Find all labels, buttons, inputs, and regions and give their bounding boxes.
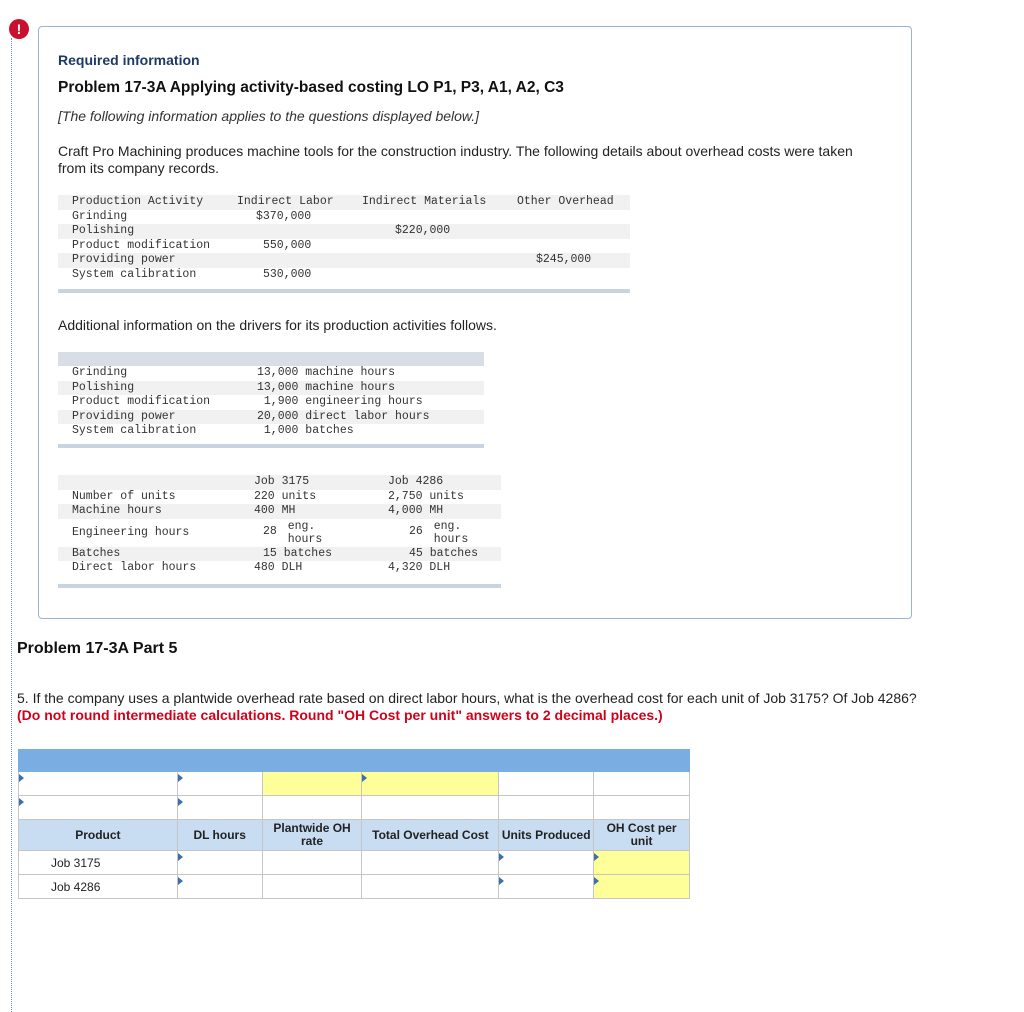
table-cell: Polishing (58, 224, 237, 239)
input-cell (499, 796, 594, 820)
worksheet-row (19, 772, 690, 796)
table-row (58, 239, 630, 254)
eng-hours-unit (434, 520, 469, 546)
units-input[interactable] (499, 875, 593, 898)
table-cell: 13,000 machine hours (257, 366, 396, 379)
table-row (58, 475, 501, 490)
table-cell: Grinding (72, 366, 128, 379)
applies-note: [The following information applies to the questions displayed below.] (58, 108, 480, 124)
table-cell (362, 253, 517, 268)
input-cell[interactable] (177, 875, 262, 899)
column-header-units: Units Produced (499, 820, 594, 851)
table-cell: Machine hours (58, 504, 254, 519)
input-arrow-icon (19, 774, 24, 782)
input-cell[interactable] (594, 851, 690, 875)
column-header-oh-rate: Plantwide OH rate (262, 820, 362, 851)
table-cell: 400 MH (254, 504, 388, 519)
column-header-product: Product (19, 820, 178, 851)
input-arrow-icon (499, 877, 504, 885)
unit-line: eng. (287, 519, 316, 533)
table-row (58, 547, 501, 562)
input-cell[interactable] (19, 772, 178, 796)
problem-title: Problem 17-3A Applying activity-based costing LO P1, P3, A1, A2, C3 (58, 79, 564, 96)
table-cell (254, 519, 388, 547)
table-cell: Number of units (72, 489, 176, 503)
table-row (58, 490, 501, 505)
table-cell: $220,000 (362, 224, 517, 239)
input-arrow-icon (178, 877, 183, 885)
table-cell (517, 210, 630, 225)
input-cell (499, 772, 594, 796)
required-information-panel (38, 26, 912, 619)
input-arrow-icon (178, 853, 183, 861)
table-cell: Direct labor hours (72, 561, 197, 575)
input-cell[interactable] (177, 851, 262, 875)
part-title: Problem 17-3A Part 5 (17, 640, 178, 657)
eng-hours-value: 28 (263, 525, 277, 539)
table-cell (388, 519, 501, 547)
table-cell: 15 batches (254, 547, 388, 562)
unit-line: hours (287, 532, 323, 546)
formula-label-input[interactable] (19, 796, 177, 819)
table-row (58, 395, 484, 410)
unit-line: eng. (433, 519, 462, 533)
input-cell[interactable] (19, 796, 178, 820)
header-cell: Indirect Materials (362, 195, 517, 210)
row-label: Job 4286 (19, 875, 178, 899)
input-cell[interactable] (262, 772, 362, 796)
table-row (58, 195, 630, 210)
table-cell (517, 268, 630, 283)
table-cell (517, 224, 630, 239)
worksheet-title-bar (19, 750, 690, 772)
header-cell: Job 4286 (388, 475, 501, 490)
table-row (58, 224, 630, 239)
input-cell[interactable] (499, 875, 594, 899)
job-details-table (58, 475, 501, 576)
table-cell (362, 210, 517, 225)
input-cell (262, 796, 362, 820)
input-cell[interactable] (177, 796, 262, 820)
input-cell (594, 796, 690, 820)
unit-line: hours (433, 532, 469, 546)
input-arrow-icon (362, 774, 367, 782)
column-header-total-overhead: Total Overhead Cost (362, 820, 499, 851)
overhead-cost-table (58, 195, 630, 283)
header-cell (58, 475, 254, 490)
formula-input[interactable] (362, 772, 498, 795)
table-cell: System calibration (72, 267, 197, 281)
table-cell: 13,000 machine hours (257, 381, 484, 396)
eng-hours-unit (288, 520, 323, 546)
row-label: Job 3175 (19, 851, 178, 875)
input-cell[interactable] (594, 875, 690, 899)
table-cell (362, 239, 517, 254)
table-divider (58, 584, 501, 588)
column-header-cost-per-unit: OH Cost per unit (594, 820, 690, 851)
input-cell (362, 796, 499, 820)
worksheet-row (19, 796, 690, 820)
table-row (58, 381, 484, 396)
table-cell: Product modification (72, 238, 211, 252)
worksheet-row-job-4286 (19, 875, 690, 899)
table-cell: 1,000 batches (257, 424, 354, 438)
table-row (58, 424, 484, 439)
column-header-dl-hours: DL hours (177, 820, 262, 851)
question-text (17, 690, 917, 724)
input-cell (594, 772, 690, 796)
table-cell: Product modification (72, 395, 211, 409)
formula-label-input[interactable] (19, 772, 177, 795)
dl-hours-input[interactable] (178, 851, 262, 874)
left-dotted-border (11, 38, 12, 1012)
header-cell: Other Overhead (517, 195, 630, 210)
table-cell (517, 239, 630, 254)
worksheet-title-row (19, 750, 690, 772)
table-cell: 4,320 DLH (388, 561, 451, 575)
table-cell: Polishing (58, 381, 257, 396)
table-cell (362, 268, 517, 283)
input-arrow-icon (178, 798, 183, 806)
table-cell: $370,000 (256, 209, 312, 223)
worksheet-header-row (19, 820, 690, 851)
table-row (58, 253, 630, 268)
table-cell: System calibration (72, 424, 197, 438)
input-arrow-icon (499, 853, 504, 861)
header-cell: Job 3175 (254, 475, 388, 490)
input-arrow-icon (178, 774, 183, 782)
table-cell: $245,000 (517, 253, 630, 268)
table-cell: Engineering hours (72, 525, 190, 539)
header-cell: Indirect Labor (237, 195, 362, 210)
input-cell (362, 875, 499, 899)
table-cell: Grinding (72, 209, 128, 223)
header-cell: Production Activity (58, 195, 237, 210)
table-row (58, 366, 484, 381)
table-cell: 220 units (254, 489, 317, 503)
table-divider (58, 289, 630, 293)
table-cell (237, 253, 362, 268)
table-cell: 530,000 (263, 267, 312, 281)
formula-input[interactable] (178, 772, 262, 795)
table-header-bar (58, 352, 484, 366)
input-cell (362, 851, 499, 875)
rounding-instruction: (Do not round intermediate calculations. Round "OH Cost per unit" answers to 2 decimal places.) (17, 707, 663, 723)
table-row (58, 561, 501, 576)
required-information-heading: Required information (58, 52, 200, 68)
table-row (58, 519, 501, 547)
table-cell: Batches (58, 547, 254, 562)
input-arrow-icon (19, 798, 24, 806)
oh-cost-per-unit-input[interactable] (594, 875, 689, 898)
table-cell: 480 DLH (254, 561, 303, 575)
table-row (58, 410, 484, 425)
table-cell: 20,000 direct labor hours (257, 410, 484, 425)
input-cell (262, 875, 362, 899)
eng-hours-value: 26 (409, 525, 423, 539)
answer-worksheet (18, 749, 690, 899)
table-cell: Providing power (58, 410, 257, 425)
input-cell[interactable] (177, 772, 262, 796)
input-cell[interactable] (499, 851, 594, 875)
activity-driver-table (58, 366, 484, 439)
question-body: 5. If the company uses a plantwide overhead rate based on direct labor hours, what is the overhead cost for each unit of Job 3175? Of Job 4286? (17, 690, 917, 706)
table-divider (58, 444, 484, 448)
input-arrow-icon (594, 853, 599, 861)
alert-icon: ! (9, 19, 29, 39)
table-cell: 45 batches (388, 547, 501, 562)
additional-info-text: Additional information on the drivers for its production activities follows. (58, 317, 497, 333)
table-row (58, 210, 630, 225)
table-cell: Providing power (58, 253, 237, 268)
table-row (58, 268, 630, 283)
table-cell: 2,750 units (388, 489, 464, 503)
oh-cost-per-unit-input[interactable] (594, 851, 689, 874)
table-cell: 4,000 MH (388, 504, 501, 519)
input-arrow-icon (594, 877, 599, 885)
table-cell: 1,900 engineering hours (257, 395, 423, 409)
table-cell: 550,000 (263, 238, 312, 252)
dl-hours-input[interactable] (178, 875, 262, 898)
intro-paragraph: Craft Pro Machining produces machine tools for the construction industry. The following details about overhead costs were taken from its company records. (58, 143, 853, 176)
input-cell (262, 851, 362, 875)
table-row (58, 504, 501, 519)
formula-input[interactable] (178, 796, 262, 819)
input-cell[interactable] (362, 772, 499, 796)
table-cell (237, 224, 362, 239)
formula-input[interactable] (263, 772, 362, 795)
units-input[interactable] (499, 851, 593, 874)
worksheet-row-job-3175 (19, 851, 690, 875)
